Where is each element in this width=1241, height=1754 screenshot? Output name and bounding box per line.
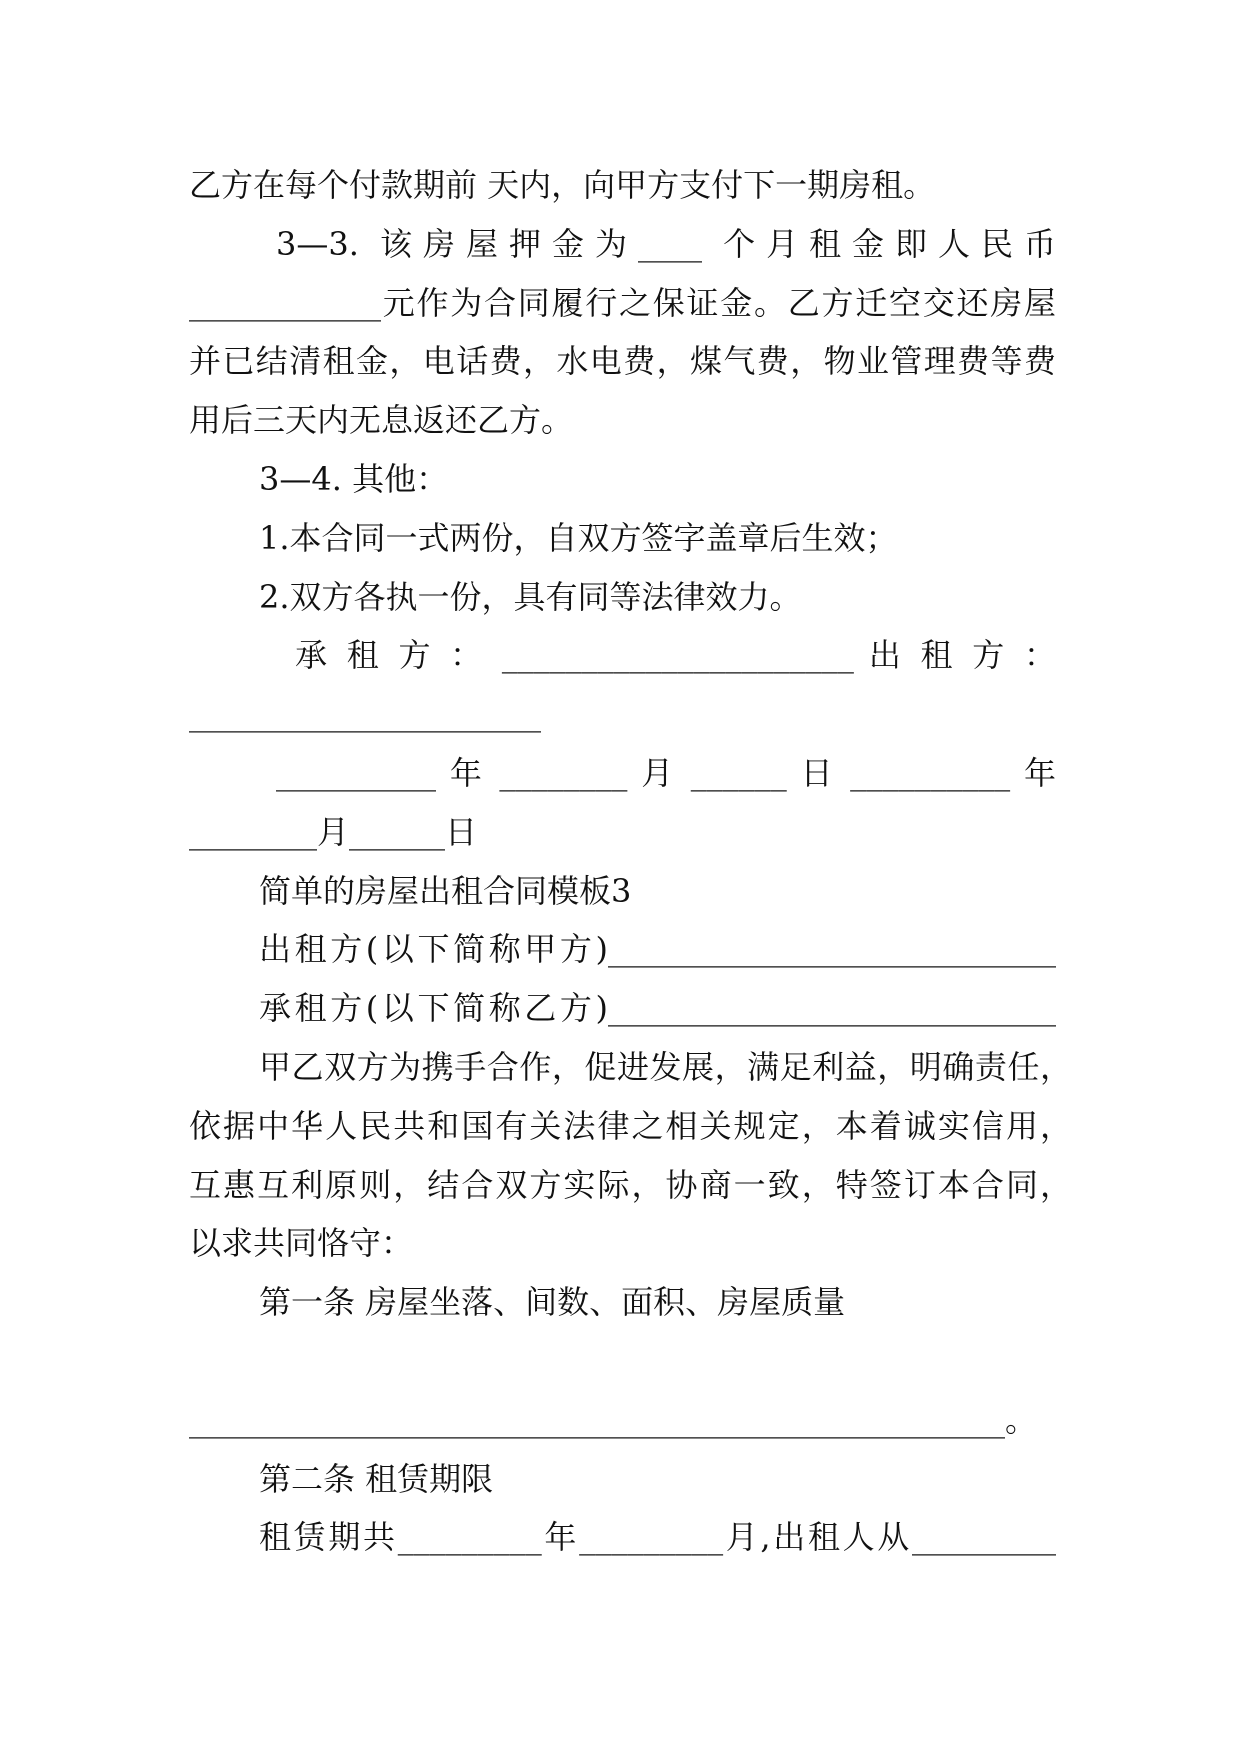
other-terms-item-2: 2.双方各执一份，具有同等法律效力。 bbox=[259, 577, 802, 616]
date-line-continued: ________月______日 bbox=[189, 812, 478, 851]
deposit-clause-line-3: 并已结清租金，电话费，水电费，煤气费，物业管理费等费 bbox=[189, 342, 1056, 381]
other-terms-heading: 3—4. 其他： bbox=[259, 459, 449, 498]
signature-line: 承 租 方 ： ______________________ 出 租 方 ： bbox=[295, 636, 1056, 675]
date-line: __________ 年 ________ 月 ______ 日 __________ 年 bbox=[276, 753, 1056, 792]
document-body bbox=[0, 156, 1241, 1567]
article-2-lease-term-text: 租赁期共_________年_________月,出租人从_________ bbox=[259, 1518, 1056, 1557]
article-1-blank-field: ___________________________________________________。 bbox=[189, 1400, 1038, 1439]
deposit-clause-line-4: 用后三天内无息返还乙方。 bbox=[189, 401, 574, 440]
article-2-heading: 第二条 租赁期限 bbox=[259, 1459, 494, 1498]
preamble-line-2: 依据中华人民共和国有关法律之相关规定，本着诚实信用， bbox=[189, 1106, 1072, 1145]
preamble-line-4: 以求共同恪守： bbox=[189, 1224, 414, 1263]
rent-payment-deadline-text: 乙方在每个付款期前 天内，向甲方支付下一期房租。 bbox=[189, 166, 936, 204]
other-terms-item-1: 1.本合同一式两份，自双方签字盖章后生效； bbox=[259, 518, 898, 557]
article-1-heading: 第一条 房屋坐落、间数、面积、房屋质量 bbox=[259, 1283, 846, 1322]
contract-title: 简单的房屋出租合同模板3 bbox=[259, 871, 632, 910]
deposit-clause-line-2: ____________元作为合同履行之保证金。乙方迁空交还房屋 bbox=[189, 283, 1056, 322]
lessee-field: 承租方(以下简称乙方)____________________________ bbox=[259, 989, 1056, 1028]
deposit-clause-line-1: 3—3. 该房屋押金为____ 个月租金即人民币 bbox=[276, 224, 1056, 263]
signature-line-continued: ______________________ bbox=[189, 695, 541, 734]
lessor-field: 出租方(以下简称甲方)____________________________ bbox=[259, 930, 1056, 969]
blank-line bbox=[0, 1332, 1241, 1391]
preamble-line-1: 甲乙双方为携手合作，促进发展，满足利益，明确责任， bbox=[259, 1047, 1072, 1086]
preamble-line-3: 互惠互利原则，结合双方实际，协商一致，特签订本合同， bbox=[189, 1165, 1072, 1204]
